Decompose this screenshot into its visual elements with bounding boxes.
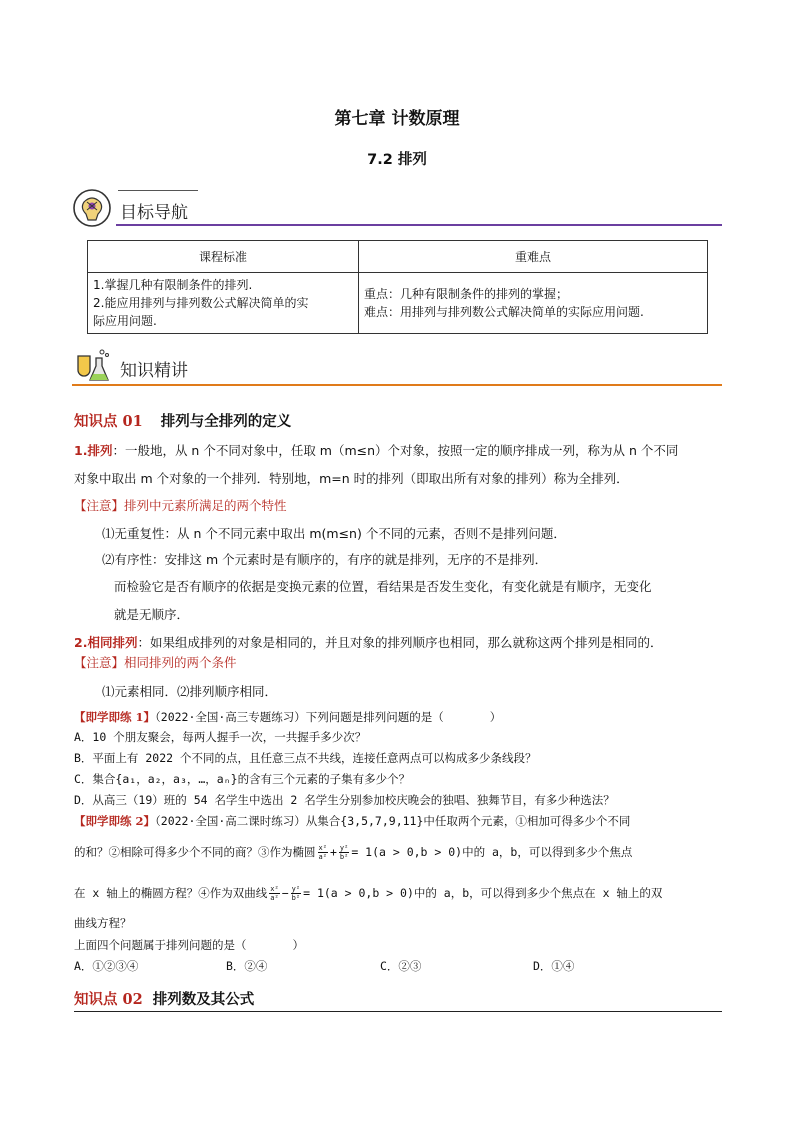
fraction-numerator: y²: [291, 885, 301, 893]
practice2-option-c: C．②③: [380, 959, 422, 973]
practice2-line3: [74, 885, 662, 902]
banner-goal-top-rule: [118, 190, 198, 191]
practice1-label: 【即学即练 1】: [74, 710, 156, 724]
hyperbola-y-fraction: [291, 885, 301, 902]
chapter-title: 第七章 计数原理: [334, 109, 460, 129]
kp1-def1-text: ：一般地，从 n 个不同对象中，任取 m（m≤n）个对象，按照一定的顺序排成一列，称为从 n 个不同: [112, 443, 679, 458]
fraction-denominator: a²: [318, 853, 327, 861]
fraction-numerator: x²: [270, 885, 279, 893]
standards-line: 1.掌握几种有限制条件的排列.: [93, 278, 253, 292]
hyperbola-x-fraction: [269, 885, 279, 902]
kp1-note1-item1: ⑴无重复性：从 n 个不同元素中取出 m(m≤n) 个不同的元素，否则不是排列问题．: [102, 526, 566, 541]
table-cell-standards: [88, 273, 359, 334]
fraction-numerator: x²: [318, 844, 327, 852]
table-header-standards: 课程标准: [88, 241, 359, 273]
practice2-text3a: 在 x 轴上的椭圆方程？④作为双曲线: [74, 886, 268, 900]
standards-line: 际应用问题.: [93, 314, 157, 328]
kp2-rule: [74, 1011, 722, 1012]
practice2-text2a: 的和？②相除可得多少个不同的商？③作为椭圆: [74, 845, 316, 859]
practice2-text1: （2022·全国·高二课时练习）从集合{3,5,7,9,11}中任取两个元素，①相加可得多少个不同: [155, 814, 631, 828]
fraction-denominator: b²: [339, 853, 349, 861]
keypoints-line: 重点：几种有限制条件的排列的掌握；: [364, 287, 569, 301]
kp2-name: 排列数及其公式: [152, 991, 255, 1008]
table-header-keypoints: 重难点: [359, 241, 708, 273]
practice2-label: 【即学即练 2】: [74, 814, 156, 828]
practice1-option-b: B．平面上有 2022 个不同的点，且任意三点不共线，连接任意两点可以构成多少条线段？: [74, 751, 537, 765]
kp1-note1: 【注意】排列中元素所满足的两个特性: [74, 498, 287, 513]
practice1-option-d: D．从高三（19）班的 54 名学生中选出 2 名学生分别参加校庆晚会的独唱、独舞节目，有多少种选法？: [74, 793, 615, 807]
kp1-note1-item2: ⑵有序性：安排这 m 个元素时是有顺序的，有序的就是排列，无序的不是排列．: [102, 552, 548, 567]
practice2-option-d: D．①④: [533, 959, 575, 973]
fraction-numerator: y²: [339, 844, 349, 852]
practice2-option-a: A．①②③④: [74, 959, 139, 973]
kp1-note2: 【注意】相同排列的两个条件: [74, 655, 237, 670]
section-title: 7.2 排列: [367, 152, 427, 168]
kp1-note1-item3b: 就是无顺序．: [114, 607, 190, 622]
kp1-heading: [74, 410, 291, 431]
fraction-denominator: a²: [270, 894, 279, 902]
practice2-text3b: = 1(a > 0,b > 0)中的 a，b，可以得到多少个焦点在 x 轴上的双: [303, 886, 663, 900]
banner-knowledge-rule: [72, 384, 722, 386]
kp1-def2: [74, 633, 662, 651]
plus-sign: +: [329, 845, 337, 859]
banner-knowledge: [72, 346, 722, 388]
kp1-note1-item3a: 而检验它是否有顺序的依据是变换元素的位置，看结果是否发生变化，有变化就是有顺序，无变化: [114, 579, 652, 594]
banner-goal: [72, 186, 722, 230]
brain-gear-icon: [72, 188, 112, 228]
ellipse-x-fraction: [318, 844, 328, 861]
practice1-question: （2022·全国·高三专题练习）下列问题是排列问题的是（ ）: [155, 710, 502, 724]
practice2-option-b: B．②④: [226, 959, 268, 973]
kp1-number: 知识点 01: [74, 413, 143, 430]
kp1-def1-line2: 对象中取出 m 个对象的一个排列．特别地，m=n 时的排列（即取出所有对象的排列）称为全排列．: [74, 471, 629, 486]
practice2-line4: 曲线方程？: [74, 916, 132, 930]
practice2-line2: [74, 844, 632, 861]
banner-goal-label: 目标导航: [120, 203, 188, 223]
practice1-option-a: A．10 个朋友聚会，每两人握手一次，一共握手多少次？: [74, 730, 367, 744]
practice2-text2b: = 1(a > 0,b > 0)中的 a，b，可以得到多少个焦点: [351, 845, 633, 859]
banner-knowledge-label: 知识精讲: [120, 361, 188, 381]
keypoints-line: 难点：用排列与排列数公式解决简单的实际应用问题.: [364, 305, 644, 319]
flask-icon: [72, 346, 112, 386]
kp2-number: 知识点 02: [74, 991, 143, 1008]
kp1-note2-item: ⑴元素相同．⑵排列顺序相同．: [102, 684, 278, 699]
practice1-stem: [74, 709, 501, 725]
minus-sign: −: [281, 886, 289, 900]
kp1-def2-text: ：如果组成排列的对象是相同的，并且对象的排列顺序也相同，那么就称这两个排列是相同的．: [137, 635, 663, 650]
fraction-denominator: b²: [291, 894, 301, 902]
table-cell-keypoints: [359, 273, 708, 334]
practice2-line1: [74, 813, 630, 829]
practice1-option-c: C．集合{a₁，a₂，a₃，…，aₙ}的含有三个元素的子集有多少个？: [74, 772, 411, 786]
kp1-def1-label: 1.排列: [74, 443, 113, 458]
kp1-def1-line1: [74, 441, 678, 459]
standards-table: [87, 240, 708, 334]
banner-goal-rule: [116, 224, 722, 226]
standards-line: 2.能应用排列与排列数公式解决简单的实: [93, 296, 309, 310]
kp2-heading: [74, 988, 254, 1009]
ellipse-y-fraction: [339, 844, 349, 861]
practice2-line5: 上面四个问题属于排列问题的是（ ）: [74, 938, 304, 952]
kp1-def2-label: 2.相同排列: [74, 635, 138, 650]
kp1-name: 排列与全排列的定义: [160, 413, 292, 430]
